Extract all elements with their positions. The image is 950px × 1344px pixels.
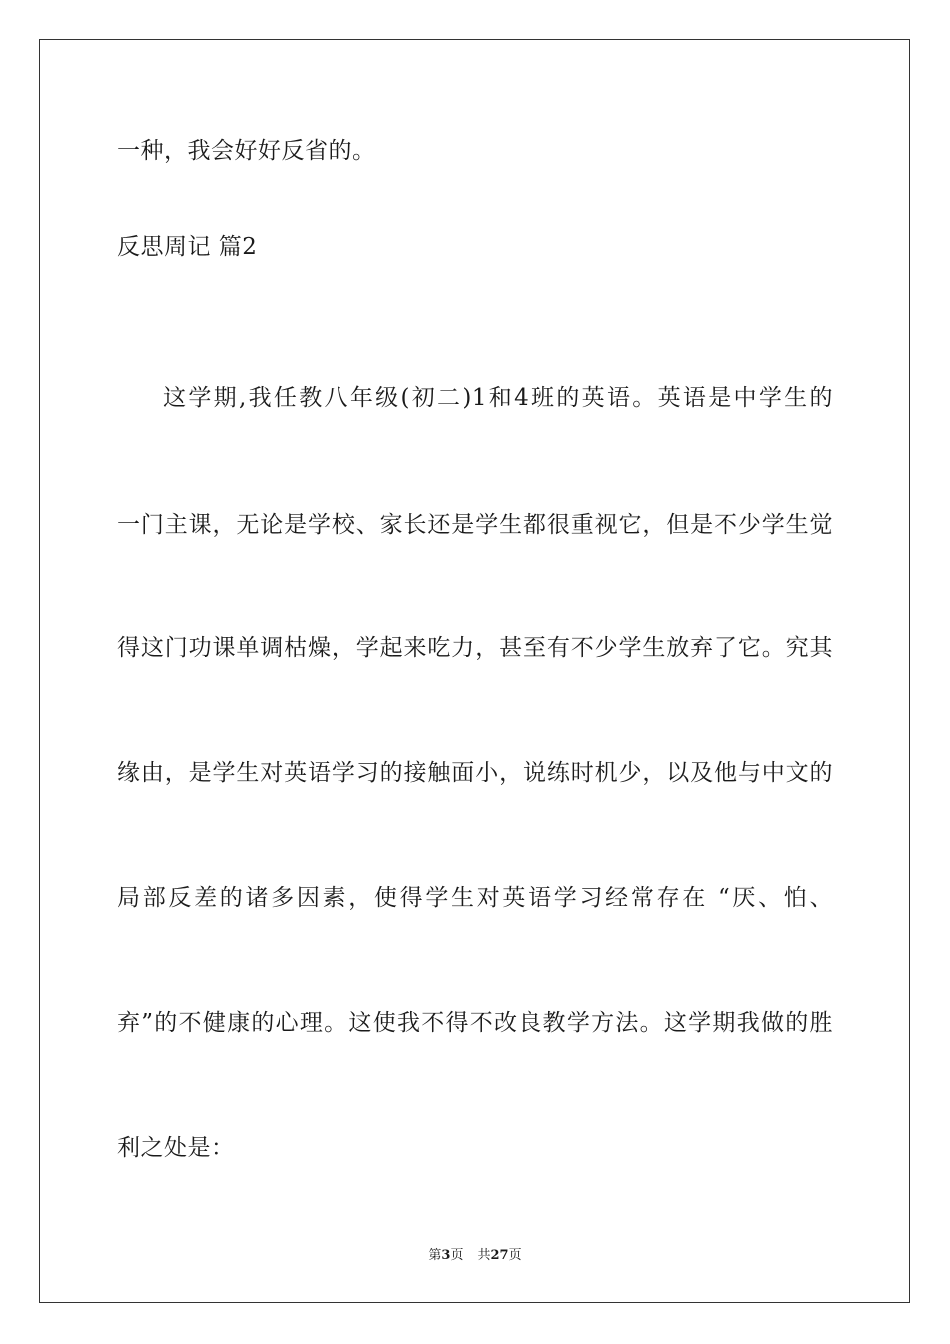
total-label-suffix: 页 [508, 1248, 522, 1263]
total-label-prefix: 共 [477, 1248, 491, 1263]
total-page-count: 27 [490, 1248, 509, 1263]
page-label-suffix: 页 [450, 1248, 464, 1263]
section-heading: 反思周记 篇2 [117, 234, 258, 260]
paragraph-line: 得这门功课单调枯燥，学起来吃力，甚至有不少学生放弃了它。究其 [117, 635, 833, 661]
page-footer [0, 1247, 950, 1265]
paragraph-line: 弃”的不健康的心理。这使我不得不改良教学方法。这学期我做的胜 [117, 1010, 833, 1036]
paragraph-line: 利之处是： [117, 1135, 235, 1161]
paragraph-line: 一种，我会好好反省的。 [117, 138, 376, 164]
page-border [39, 39, 910, 1303]
paragraph-line: 局部反差的诸多因素，使得学生对英语学习经常存在 “厌、怕、 [117, 885, 833, 911]
paragraph-line: 一门主课，无论是学校、家长还是学生都很重视它，但是不少学生觉 [117, 512, 833, 538]
paragraph-line: 缘由，是学生对英语学习的接触面小，说练时机少，以及他与中文的 [117, 760, 833, 786]
paragraph-line: 这学期,我任教八年级(初二)1和4班的英语。英语是中学生的 [163, 385, 833, 411]
page-label-prefix: 第 [428, 1248, 442, 1263]
current-page-number: 3 [441, 1248, 451, 1263]
